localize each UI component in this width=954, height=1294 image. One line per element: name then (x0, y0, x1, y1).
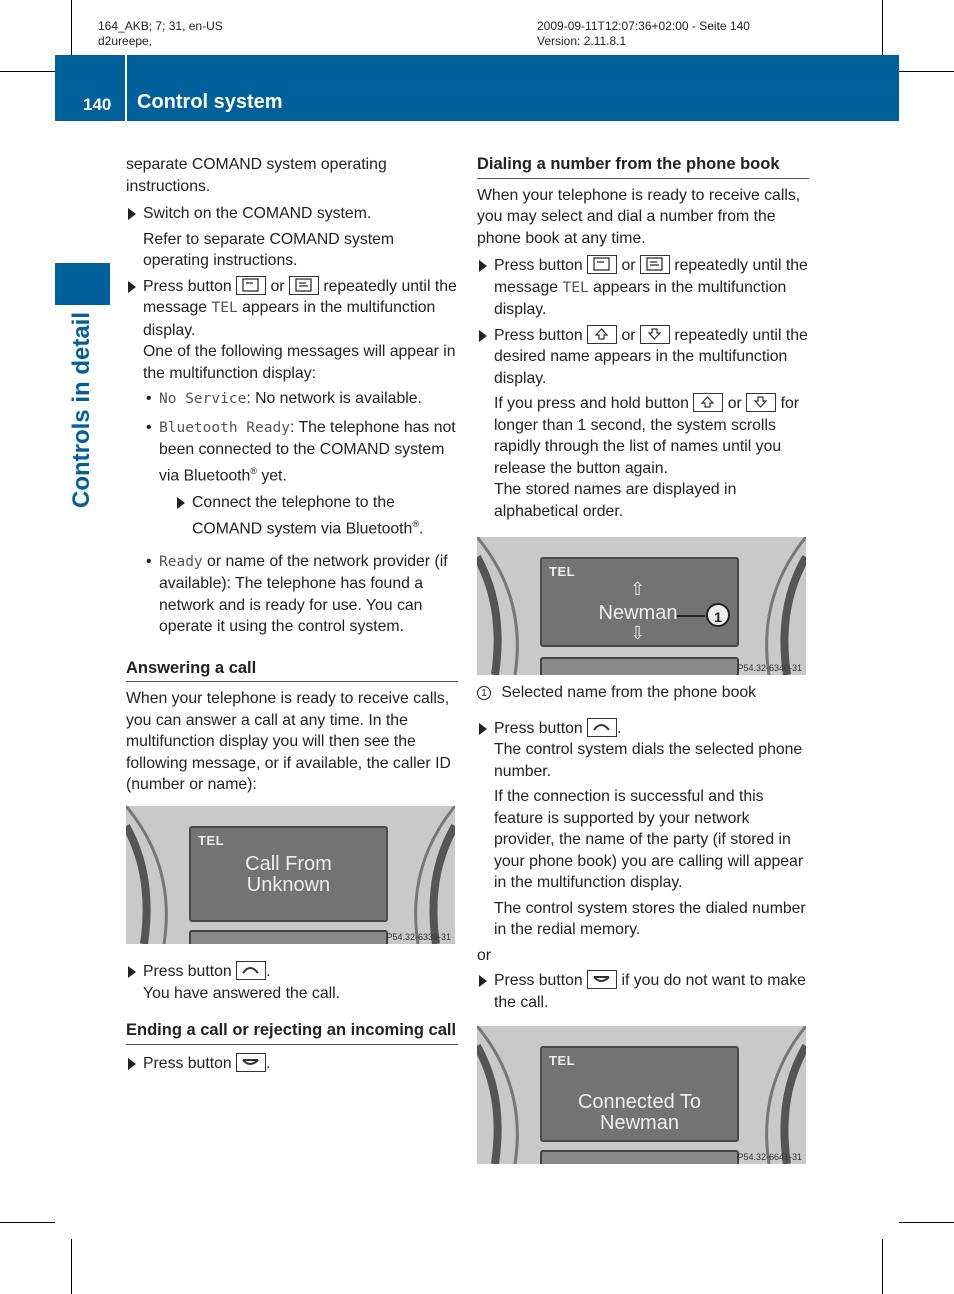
phone-left-key-icon (587, 255, 617, 274)
message-ready: • Ready or name of the network provider (if available): The telephone has found a network and is ready for use. You can operate it using the control system. (146, 552, 448, 636)
phone-left-key-icon (236, 276, 266, 295)
message-no-service: • No Service: No network is available. (146, 390, 422, 407)
phone-right-key-icon (289, 276, 319, 295)
phone-answer-icon (236, 961, 266, 980)
crop-mark (0, 71, 55, 72)
left-column (126, 154, 458, 796)
print-meta-right: 2009-09-11T12:07:36+02:00 - Seite 140 Version: 2.11.8.1 (537, 19, 750, 48)
print-meta-left: 164_AKB; 7; 31, en-US d2ureepe, (98, 19, 223, 48)
step-switch-on: Switch on the COMAND system. Refer to separate COMAND system operating instructions. (126, 203, 458, 272)
phone-answer-icon (587, 718, 617, 737)
display-call-from-unknown: TEL Call From Unknown P54.32-6339-31 (126, 806, 455, 944)
crop-mark (71, 1239, 72, 1294)
right-column (477, 154, 809, 522)
step-dial: Press button . The control system dials the selected phone number. If the connection is successful and this feature is supported by your network provider, the name of the party (if stored in your phone book) you are calling will appear in the multifunction display. The control system stores the dialed number in the redial memory. (477, 718, 809, 941)
heading-answering-call: Answering a call (126, 658, 458, 683)
left-column-lower (126, 961, 458, 1074)
step-answer-call: Press button . You have answered the call. (126, 961, 458, 1004)
step-arrow-icon (177, 497, 185, 509)
crop-mark (0, 1222, 55, 1223)
step-arrow-icon (128, 208, 136, 220)
crop-mark (882, 0, 883, 55)
image-caption: 1 Selected name from the phone book (477, 682, 809, 704)
crop-mark (899, 1222, 954, 1223)
right-column-lower: 1 Selected name from the phone book Press button . The control system dials the selected phone number. If the connection is successful and this feature is supported by your network provider, the name of the party (if stored in your phone book) you are calling will appear in the multifunction display. The control system stores the dialed number in the redial memory. or Press button if you do not want to make the call. (477, 682, 809, 1013)
arrow-down-key-icon (746, 393, 776, 412)
phone-hangup-icon (587, 970, 617, 989)
step-select-name: Press button or repeatedly until the desired name appears in the multifunction display. If you press and hold button or for longer than 1 second, the system scrolls rapidly through the list of names until you release the button again. The stored names are displayed in alphabetical order. (477, 325, 809, 523)
page-number: 140 (83, 95, 112, 114)
step-arrow-icon (479, 330, 487, 342)
step-cancel-call: Press button if you do not want to make the call. (477, 970, 809, 1013)
dialing-text: When your telephone is ready to receive calls, you may select and dial a number from the phone book at any time. (477, 186, 801, 247)
heading-dialing: Dialing a number from the phone book (477, 154, 809, 179)
step-arrow-icon (128, 1058, 136, 1070)
page-header (55, 55, 899, 121)
step-end-call: Press button . (126, 1053, 458, 1075)
step-press-button: Press button or repeatedly until the message TEL appears in the multifunction display. One of the following messages will appear in the multifunction display: (126, 276, 458, 385)
phone-hangup-icon (236, 1053, 266, 1072)
arrow-up-icon: ⇧ (630, 579, 646, 599)
callout-marker: 1 (706, 603, 730, 627)
crop-mark (71, 0, 72, 55)
section-label: Controls in detail (68, 311, 95, 509)
step-arrow-icon (128, 281, 136, 293)
arrow-down-key-icon (640, 325, 670, 344)
step-select-tel: Press button or repeatedly until the message TEL appears in the multifunction display. (477, 255, 809, 321)
answering-text: When your telephone is ready to receive calls, you can answer a call at any time. In the multifunction display you will then see the following message, or if available, the caller ID (number or name): (126, 690, 451, 794)
step-arrow-icon (479, 975, 487, 987)
message-bluetooth-ready: • Bluetooth Ready: The telephone has not been connected to the COMAND system via Bluetooth® yet. (146, 418, 456, 484)
crop-mark (899, 71, 954, 72)
intro-text: separate COMAND system operating instructions. (126, 156, 387, 195)
arrow-up-key-icon (693, 393, 723, 412)
step-connect-bluetooth: Connect the telephone to the COMAND system via Bluetooth®. (126, 492, 458, 539)
heading-ending-call: Ending a call or rejecting an incoming call (126, 1020, 458, 1045)
crop-mark (882, 1239, 883, 1294)
page-title: Control system (137, 91, 283, 113)
arrow-down-icon: ⇩ (630, 623, 646, 643)
display-newman: TEL ⇧ Newman ⇩ 1 P54.32-6340-31 (477, 537, 806, 675)
phone-right-key-icon (640, 255, 670, 274)
step-arrow-icon (479, 260, 487, 272)
step-arrow-icon (479, 723, 487, 735)
arrow-up-key-icon (587, 325, 617, 344)
section-tab (55, 263, 110, 305)
step-arrow-icon (128, 966, 136, 978)
display-connected-to-newman: TEL Connected To Newman P54.32-6641-31 (477, 1026, 806, 1164)
